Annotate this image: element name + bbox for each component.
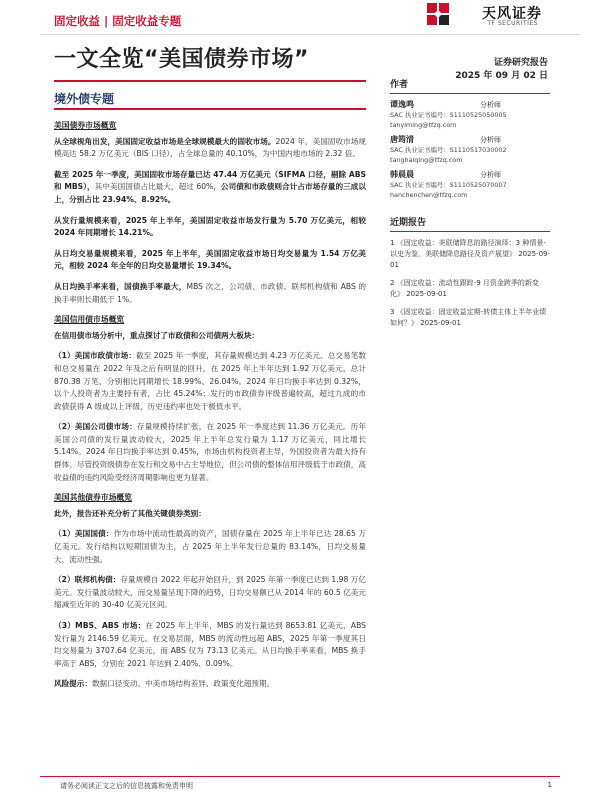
- paragraph: 在信用债市场分析中，重点探讨了市政债和公司债两大板块：: [54, 330, 260, 340]
- sidebar: [390, 80, 550, 336]
- paragraph: 从日均交易量规模来看，2025 年上半年，美国固定收益市场日均交易量为 1.54 万亿美元，相较 2024 年全年的日均交易量增长 19.34%。: [54, 248, 366, 271]
- recent-report-link[interactable]: 1 《固定收益：美联储降息的路径演绎：3 种情景-以史为鉴，美联储降息路径及资产展望》 2025-09-01: [390, 239, 550, 269]
- analyst-name: 韩晨晨: [390, 170, 414, 179]
- section-title: 境外债专题: [54, 92, 115, 106]
- paragraph: 从发行量规模来看，2025 年上半年，美国固定收益市场发行量为 5.70 万亿美元，相较 2024 年同期增长 14.21%。: [54, 215, 366, 238]
- recent-report-link[interactable]: 3 《固定收益：固定收益定期-转债主体上半年业绩如何？》 2025-09-01: [390, 308, 547, 327]
- analyst-name: 唐筠清: [390, 135, 414, 144]
- authors-divider: [390, 93, 550, 94]
- paragraph: 此外，报告还补充分析了其他关键债券类别：: [54, 508, 206, 518]
- analyst-cert: SAC 执业证书编号：S1110525050005: [390, 111, 507, 119]
- section-heading: 美国其他债券市场概览: [54, 493, 132, 503]
- analyst-email[interactable]: tanyiming@tfzq.com: [390, 121, 457, 129]
- paragraph: （1）美国国债：作为市场中流动性最高的资产，国债存量在 2025 年上半年已达 28.65 万亿美元。发行结构以短期国债为主，占 2025 年上半年发行总量的 83.14%，日均交易量大，流动性强。: [54, 529, 366, 564]
- paragraph: 从全球视角出发，美国固定收益市场是全球规模最大的固收市场。2024 年，美国固收市场规模高达 58.2 万亿美元（BIS 口径），占全球总量的 40.10%，为中国内地市场的 2.32 倍。: [54, 136, 366, 159]
- report-type: 证券研究报告: [493, 58, 548, 68]
- page-number: 1: [547, 781, 552, 789]
- report-date: 2025 年 09 月 02 日: [455, 71, 548, 81]
- risk-disclosure: 风险提示：数据口径变动、中美市场结构差异、政策变化超预期。: [54, 679, 275, 689]
- brand-subtitle: TF SECURITIES: [487, 20, 538, 27]
- analyst-card: [390, 170, 550, 200]
- recent-report-link[interactable]: 2 《固定收益：流动性跟踪-9 月资金跨季的新变化》 2025-09-01: [390, 279, 539, 298]
- paragraph: （2）联邦机构债：存量规模自 2022 年起开始回升，到 2025 年第一季度已达到 1.98 万亿美元。发行量波动较大，而交易量呈现下降的趋势，日均交易额已从 2014 年的 60.5 亿美元缩减至近年的 30-40 亿美元区间。: [54, 575, 366, 610]
- analyst-email[interactable]: tanghaiqing@tfzq.com: [390, 156, 463, 164]
- brand-name: 天风证券: [482, 6, 542, 22]
- footer-divider: [40, 776, 560, 777]
- paragraph: （3）MBS、ABS 市场：在 2025 年上半年，MBS 的发行量达到 8653.81 亿美元，ABS 发行量为 2146.59 亿美元。在交易层面，MBS 的流动性远超 ABS，2025 年第一季度其日均交易量为 3707.64 亿美元，而 ABS 仅为 73.13 亿美元。从日均换手率来看，MBS 换手率高于 ABS，分别在 2021 年达到 2.40%、0.09%。: [54, 621, 366, 668]
- title-divider: [54, 80, 366, 82]
- footer: [40, 780, 560, 794]
- paragraph: 从日均换手率来看，国债换手率最大，MBS 次之，公司债、市政债、联邦机构债和 ABS 的换手率则长期低于 1%。: [54, 281, 367, 304]
- authors-heading: 作者: [390, 80, 409, 90]
- analyst-role: 分析师: [480, 171, 501, 179]
- analyst-email[interactable]: hanchenchen@tfzq.com: [390, 191, 468, 199]
- footer-disclaimer: 请务必阅读正文之后的信息披露和免责申明: [60, 782, 193, 790]
- brand-logo-icon: [426, 2, 450, 26]
- top-bar: [40, 0, 580, 35]
- analyst-role: 分析师: [480, 136, 501, 144]
- section-divider: [54, 108, 366, 110]
- analyst-card: [390, 135, 550, 165]
- header-category: 固定收益 | 固定收益专题: [54, 14, 182, 28]
- paragraph: （2）美国公司债市场：存量规模持续扩张，在 2025 年一季度达到 11.36 万亿美元。历年美国公司债的发行量波动较大，2025 年上半年总发行量为 1.17 万亿美元，同比增长 5.14%。2024 年日均换手率达到 0.45%，市场由机构投资者主导，外国投资者为最大持有群体。尽管投资级债券在发行和交易中占主导地位，但公司债的整体信用评级低于市政债，高收益债的违约风险受经济周期影响也更为显著。: [54, 422, 366, 482]
- analyst-card: [390, 100, 550, 130]
- paragraph: 截至 2025 年一季度，美国固收市场存量已达 47.44 万亿美元（SIFMA 口径，剔除 ABS 和 MBS），其中美国国债占比最大，超过 60%，公司债和市政债则合计占市场存量的三成以上，分别占比 23.94%、8.92%。: [54, 169, 366, 204]
- section-heading: 美国信用债市场概览: [54, 315, 125, 325]
- analyst-role: 分析师: [480, 101, 501, 109]
- analyst-name: 谭逸鸣: [390, 100, 414, 109]
- main-content: [54, 120, 366, 699]
- analyst-cert: SAC 执业证书编号：S1110517030002: [390, 146, 507, 154]
- section-heading: 美国债券市场概览: [54, 121, 117, 130]
- page-title: 一文全览“美国债券市场”: [54, 47, 309, 72]
- analyst-cert: SAC 执业证书编号：S1110525070007: [390, 181, 507, 189]
- recent-reports-heading: 近期报告: [390, 218, 427, 228]
- paragraph: （1）美国市政债市场：截至 2025 年一季度，其存量规模达到 4.23 万亿美元。总交易笔数和总交易量在 2022 年及之后有明显的回升，在 2025 年上半年达到 1.92 万亿美元，总计 870.38 万笔，分别相比同期增长 18.99%、26.04%。2024 年日均换手率达到 0.32%，以个人投资者为主要持有者，占比 45.24%；发行的市政债券评级普遍较高，超过九成的市政债获得 A 级或以上评级，历史违约率也处于极低水平。: [54, 351, 366, 411]
- recent-divider: [390, 231, 550, 232]
